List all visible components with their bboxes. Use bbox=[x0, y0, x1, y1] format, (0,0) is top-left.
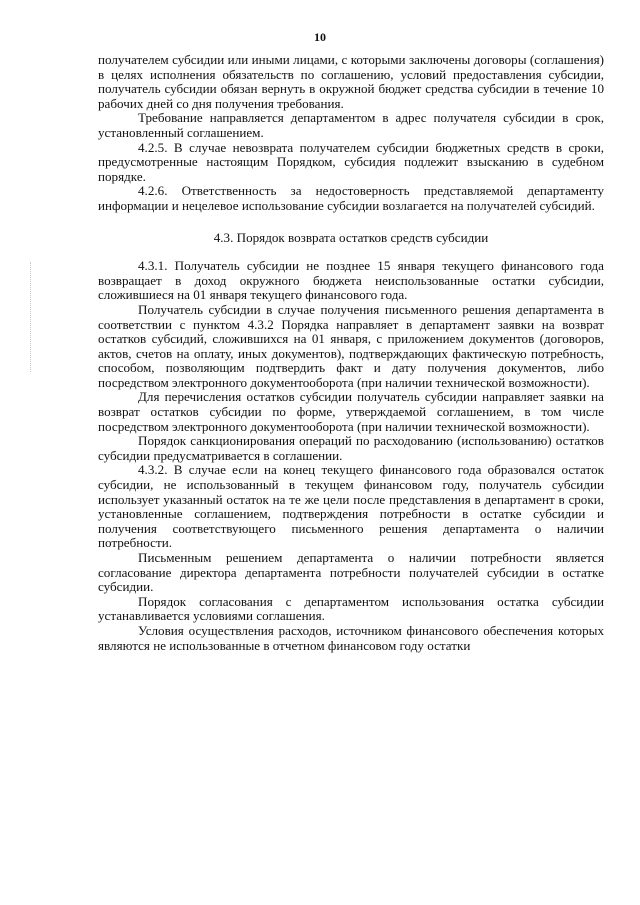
paragraph: Требование направляется департаментом в адрес получателя субсидии в срок, установленный соглашением. bbox=[98, 110, 604, 140]
paragraph: Для перечисления остатков субсидии получатель субсидии направляет заявки на возврат остатков субсидии по форме, утверждаемой соглашением, в том числе посредством электронного документооборота (при наличии технической возможности). bbox=[98, 389, 604, 434]
paragraph: Порядок согласования с департаментом использования остатка субсидии устанавливается условиями соглашения. bbox=[98, 593, 604, 624]
paragraph: Письменным решением департамента о наличии потребности является согласование директора департамента потребности получателей субсидии в остатке субсидии. bbox=[98, 550, 604, 595]
paragraph: 4.2.6. Ответственность за недостоверность представляемой департаменту информации и нецелевое использование субсидии возлагается на получателей субсидий. bbox=[98, 183, 604, 213]
paragraph: 4.3.1. Получатель субсидии не позднее 15 января текущего финансового года возвращает в доход окружного бюджета неиспользованные остатки субсидии, сложившиеся на 01 января текущего финансового года. bbox=[98, 258, 604, 303]
document-body bbox=[98, 53, 604, 653]
paragraph: Получатель субсидии в случае получения письменного решения департамента в соответствии с пунктом 4.3.2 Порядка направляет в департамент заявки на возврат остатков субсидий, сложившихся на 01 января, с приложением документов (договоров, актов, счетов на оплату, иных документов), подтверждающих фактическую потребность, способом, позволяющим подтвердить факт и дату получения документов, либо посредством электронного документооборота (при наличии технической возможности). bbox=[98, 301, 604, 390]
paragraph: Условия осуществления расходов, источником финансового обеспечения которых являются не использованные в отчетном финансовом году остатки bbox=[98, 622, 604, 653]
page-number: 10 bbox=[314, 30, 326, 44]
paragraph: 4.2.5. В случае невозврата получателем субсидии бюджетных средств в сроки, предусмотренные настоящим Порядком, субсидия подлежит взысканию в судебном порядке. bbox=[98, 139, 604, 184]
paragraph: Порядок санкционирования операций по расходованию (использованию) остатков субсидии предусматривается в соглашении. bbox=[98, 433, 604, 463]
section-heading: 4.3. Порядок возврата остатков средств субсидии bbox=[213, 229, 489, 245]
paragraph-continuation: получателем субсидии или иными лицами, с которыми заключены договоры (соглашения) в целях исполнения обязательств по соглашению, условий предоставления субсидии, получатель субсидии обязан вернуть в окружной бюджет средства субсидии в течение 10 рабочих дней со дня получения требования. bbox=[98, 52, 604, 111]
paragraph: 4.3.2. В случае если на конец текущего финансового года образовался остаток субсидии, не использованный в текущем финансовом году, получатель субсидии использует указанный остаток на те же цели после представления в департамент в сроки, установленные соглашением, подтверждения потребности в остатке субсидии и получения соответствующего письменного решения департамента о наличии потребности. bbox=[98, 462, 604, 551]
margin-scan-mark bbox=[30, 262, 32, 372]
